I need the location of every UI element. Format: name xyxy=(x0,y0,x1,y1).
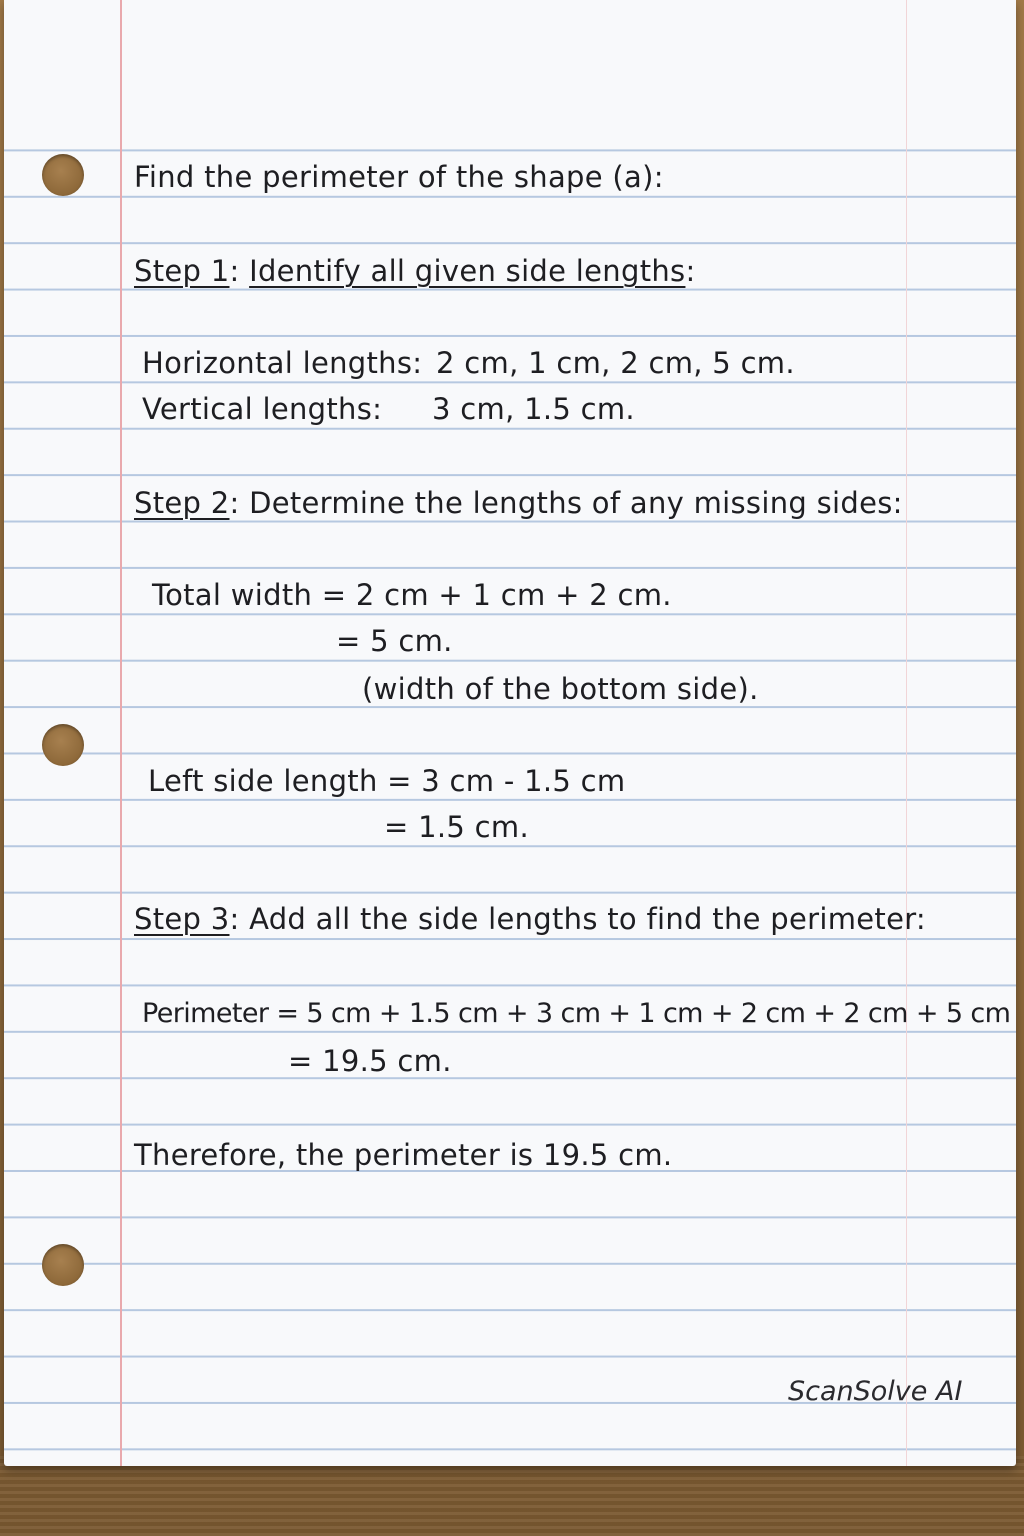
left-side-result: = 1.5 cm. xyxy=(384,810,529,844)
right-margin-line xyxy=(906,0,907,1466)
step3-heading xyxy=(134,902,926,936)
horizontal-lengths-values: 2 cm, 1 cm, 2 cm, 5 cm. xyxy=(436,346,795,380)
step2-label: Step 2 xyxy=(134,486,230,520)
step1-title-colon: : xyxy=(685,254,696,288)
vertical-lengths-values: 3 cm, 1.5 cm. xyxy=(432,392,635,426)
total-width-note: (width of the bottom side). xyxy=(362,672,759,706)
step1-heading xyxy=(134,254,696,288)
perimeter-sum-line: Perimeter = 5 cm + 1.5 cm + 3 cm + 1 cm + 2 cm + 2 cm + 5 cm xyxy=(142,998,1011,1029)
perimeter-result: = 19.5 cm. xyxy=(288,1044,452,1078)
step2-title: : Determine the lengths of any missing sides: xyxy=(229,486,903,520)
vertical-lengths-label: Vertical lengths: xyxy=(142,392,383,426)
conclusion-text: Therefore, the perimeter is 19.5 cm. xyxy=(134,1138,673,1172)
question-text: Find the perimeter of the shape (a): xyxy=(134,160,664,194)
notebook-page xyxy=(4,0,1016,1466)
punch-hole-bottom xyxy=(42,1244,84,1286)
total-width-line: Total width = 2 cm + 1 cm + 2 cm. xyxy=(152,578,672,612)
horizontal-lengths-label: Horizontal lengths: xyxy=(142,346,423,380)
brand-watermark: ScanSolve AI xyxy=(788,1376,963,1407)
page-top-margin xyxy=(4,0,1016,148)
left-margin-line xyxy=(120,0,122,1466)
step1-label: Step 1 xyxy=(134,254,230,288)
step3-label: Step 3 xyxy=(134,902,230,936)
total-width-result: = 5 cm. xyxy=(336,624,453,658)
step1-title: Identify all given side lengths xyxy=(249,254,686,288)
step2-heading xyxy=(134,486,903,520)
punch-hole-middle xyxy=(42,724,84,766)
step3-title: : Add all the side lengths to find the perimeter: xyxy=(229,902,926,936)
left-side-line: Left side length = 3 cm - 1.5 cm xyxy=(148,764,626,798)
wooden-desk xyxy=(0,1456,1024,1536)
punch-hole-top xyxy=(42,154,84,196)
step1-colon: : xyxy=(229,254,240,288)
